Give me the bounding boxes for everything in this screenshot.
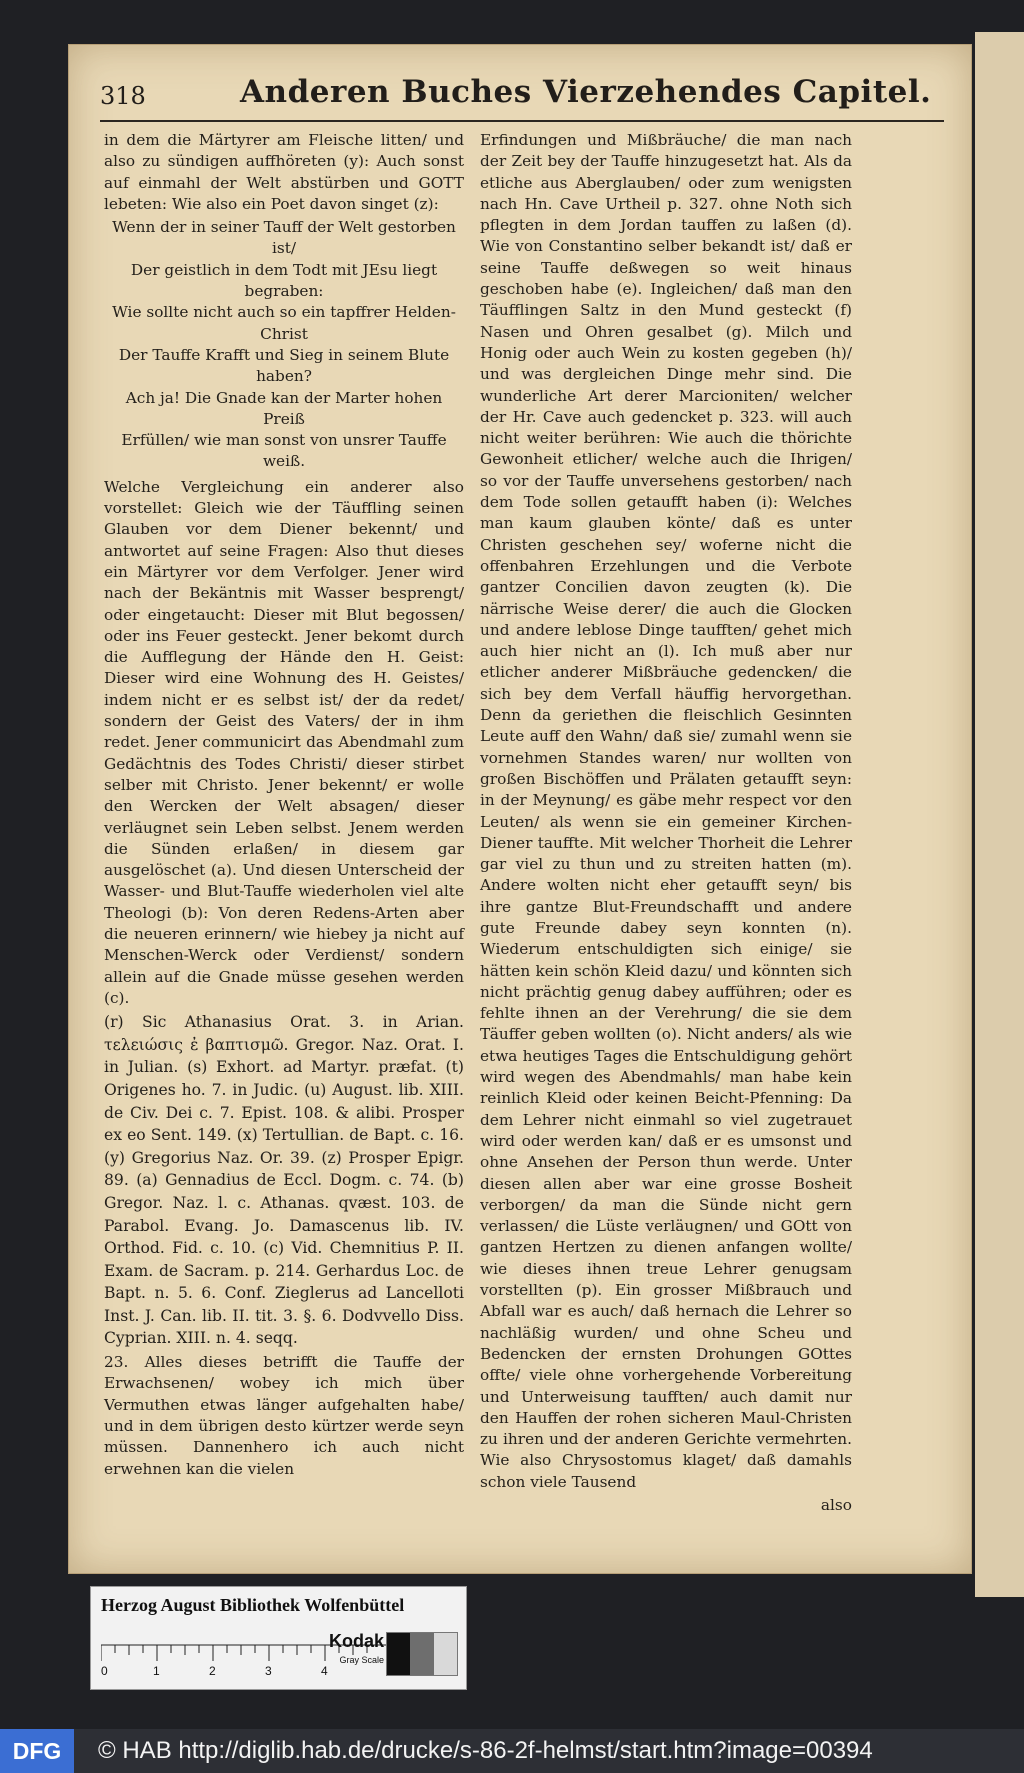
- library-color-strip: [90, 1586, 467, 1690]
- ruler-label: 4: [321, 1664, 328, 1678]
- ruler-label: 2: [209, 1664, 216, 1678]
- gray-scale-label: Gray Scale: [339, 1655, 384, 1665]
- poem-line: Der Tauffe Krafft und Sieg in seinem Blute haben?: [118, 345, 450, 386]
- source-url[interactable]: © HAB http://diglib.hab.de/drucke/s-86-2f-helmst/start.htm?image=00394: [98, 1737, 873, 1764]
- gray-swatch-light: [434, 1633, 457, 1675]
- poem-line: Ach ja! Die Gnade kan der Marter hohen Preiß: [125, 388, 443, 428]
- ruler-label: 1: [153, 1664, 160, 1678]
- adjacent-page-edge: [975, 32, 1024, 1597]
- kodak-label: Kodak: [328, 1631, 384, 1651]
- poem-line: Der geistlich in dem Todt mit JEsu liegt begraben:: [130, 260, 438, 301]
- dfg-logo: DFG: [0, 1729, 74, 1773]
- poem-line: Wie sollte nicht auch so ein tapffrer Helden-Christ: [112, 303, 456, 343]
- catchword: also: [820, 1496, 852, 1514]
- page-header: [100, 70, 944, 122]
- folio-number: 318: [100, 82, 146, 110]
- poem-line: Wenn der in seiner Tauff der Welt gestorben ist/: [112, 218, 456, 258]
- poem-line: Erfüllen/ wie man sonst von unsrer Tauffe weiß.: [121, 431, 447, 471]
- ruler-label: 0: [101, 1664, 108, 1678]
- right-column: [480, 130, 852, 1516]
- ruler-label: 3: [265, 1664, 272, 1678]
- viewer-footer: [0, 1729, 1024, 1773]
- left-closing-paragraph: 23. Alles dieses betrifft die Tauffe der Erwachsenen/ wobey ich mich über Vermuthen etwas länger aufgehalten habe/ und in dem übrigen desto kürtzer werde seyn müssen. Dannenhero ich auch nicht erwehnen kan die vielen: [104, 1353, 464, 1478]
- gray-scale-swatches: [386, 1632, 458, 1676]
- footnotes-block: (r) Sic Athanasius Orat. 3. in Arian. τελειώσις ἐ βαπτισμῶ. Gregor. Naz. Orat. I. in Julian. (s) Exhort. ad Martyr. præfat. (t) Origenes ho. 7. in Judic. (u) August. lib. XIII. de Civ. Dei c. 7. Epist. 108. & alibi. Prosper ex eo Sent. 149. (x) Tertullian. de Bapt. c. 16. (y) Gregorius Naz. Or. 39. (z) Prosper Epigr. 89. (a) Gennadius de Eccl. Dogm. c. 74. (b) Gregor. Naz. l. c. Athanas. qvæst. 103. de Parabol. Evang. Jo. Damascenus lib. IV. Orthod. Fid. c. 10. (c) Vid. Chemnitius P. II. Exam. de Sacram. p. 214. Gerhardus Loc. de Bapt. n. 5. 6. Conf. Zieglerus ad Lancelloti Inst. J. Can. lib. II. tit. 3. §. 6. Dodvvello Diss. Cyprian. XIII. n. 4. seqq.: [104, 1013, 464, 1348]
- library-name: Herzog August Bibliothek Wolfenbüttel: [101, 1595, 405, 1615]
- right-main-paragraph: Erfindungen und Mißbräuche/ die man nach der Zeit bey der Tauffe hinzugesetzt hat. Als da etliche aus Aberglauben/ oder zum wenigsten nach Hn. Cave Urtheil p. 327. ohne Noth sich pflegten in dem Jordan tauffen zu laßen (d). Wie von Constantino selber bekandt ist/ daß er seine Tauffe deßwegen so weit hinaus geschoben habe (e). Ingleichen/ daß man den Täufflingen Saltz in den Mund gesteckt (f) Nasen und Ohren gesalbet (g). Milch und Honig oder auch Wein zu kosten gegeben (h)/ und was dergleichen Dinge mehr sind. Die wunderliche Art derer Marcioniten/ welcher der Hr. Cave auch gedencket p. 323. will auch nicht weiter berühren: Wie auch die thörichte Gewonheit etlicher/ welche auch die Ihrigen/ so vor der Tauffe unversehens gestorben/ nach dem Tode sollen getaufft haben (i): Welches man kaum glauben könte/ daß es unter Christen geschehen sey/ woferne nicht die offenbahren Erzehlungen und die Verbote gantzer Concilien davon zeugten (k). Die närrische Weise derer/ die auch die Glocken und andere leblose Dinge taufften/ gehet mich auch hier nicht an (l). Ich muß aber nur etlicher anderer Mißbräuche gedencken/ die sich bey dem Verfall häuffig hervorgethan. Denn da geriethen die fleischlich Gesinnten Leute auff den Wahn/ daß sie/ zumahl wenn sie vornehmen Standes waren/ nur wollten von großen Bischöffen und Prälaten getaufft seyn: in der Meynung/ es gäbe mehr respect vor den Leuten/ als wenn sie ein gemeiner Kirchen-Diener tauffte. Mit welcher Thorheit die Lehrer gar viel zu thun und zu streiten hatten (m). Andere wolten nicht eher getaufft seyn/ bis ihre gantze Blut-Freundschafft und andere gute Freunde dabey seyn konnten (n). Wiederum entschuldigten sich einige/ sie hätten kein schön Kleid dazu/ und könnten sich nicht prächtig genug dabey aufführen; oder es fehlte ihnen an der Verehrung/ die sie dem Täuffer geben wollten (o). Nicht anders/ als wie etwa heutiges Tages die Entschuldigung gehört wird wegen des Abendmahls/ man habe kein reinlich Kleid oder keinen Beicht-Pfenning: Da dem Lehrer nicht einmahl so viel zugetrauet wird oder werden kan/ daß er es umsonst und ohne Ansehen der Person thun werde. Unter diesen allen aber war eine grosse Bosheit verborgen/ da man die Sünde nicht gern verlassen/ die Lüste verläugnen/ und GOtt von gantzen Hertzen zu dienen anfangen wollte/ wie dieses ihnen treue Lehrer genugsam vorstellten (p). Ein grosser Mißbrauch und Abfall war es auch/ daß hernach die Lehrer so nachläßig wurden/ und ohne Scheu und Bedencken der ernsten Drohungen GOttes offte/ viele ohne vorhergehende Vorbereitung und Unterweisung taufften/ auch damit nur den Hauffen der rohen sicheren Maul-Christen zu ihren und der anderen Gerichte vermehrten. Wie also Chrysostomus klaget/ daß damahls schon viele Tausend: [480, 131, 852, 1491]
- poem-block: [104, 217, 464, 473]
- gray-swatch-dark: [387, 1633, 410, 1675]
- left-intro-paragraph: in dem die Märtyrer am Fleische litten/ und also zu sündigen auffhöreten (y): Auch sonst auf einmahl der Welt abstürben und GOTT lebeten: Wie also ein Poet davon singet (z):: [104, 131, 464, 213]
- left-column: [104, 130, 464, 1482]
- running-title: Anderen Buches Vierzehendes Capitel.: [240, 74, 932, 110]
- left-body-paragraph: Welche Vergleichung ein anderer also vorstellet: Gleich wie der Täuffling seinen Glauben vor dem Diener bekennt/ und antwortet auf seine Fragen: Also thut dieses ein Märtyrer vor dem Verfolger. Jener wird nach der Bekäntnis mit Wasser besprengt/ oder eingetaucht: Dieser mit Blut begossen/ oder ins Feuer gesteckt. Jener bekomt durch die Aufflegung der Hände den H. Geist: Dieser wird eine Wohnung des H. Geistes/ indem nicht er es selbst ist/ der da redet/ sondern der Geist des Vaters/ der in ihm redet. Jener communicirt das Abendmahl zum Gedächtnis des Todes Christi/ dieser stirbet selber mit Christo. Jener bekennt/ er wolle den Wercken der Welt absagen/ dieser verläugnet sein Leben selbst. Jenem werden die Sünden erlaßen/ in diesem gar ausgelöschet (a). Und diesen Unterscheid der Wasser- und Blut-Tauffe wiederholen viel alte Theologi (b): Von deren Redens-Arten aber die neueren erinnern/ wie hiebey ja nicht auf Menschen-Werck oder Verdienst/ sondern allein auf die Gnade müsse gesehen werden (c).: [104, 477, 464, 1007]
- gray-swatch-mid: [410, 1633, 433, 1675]
